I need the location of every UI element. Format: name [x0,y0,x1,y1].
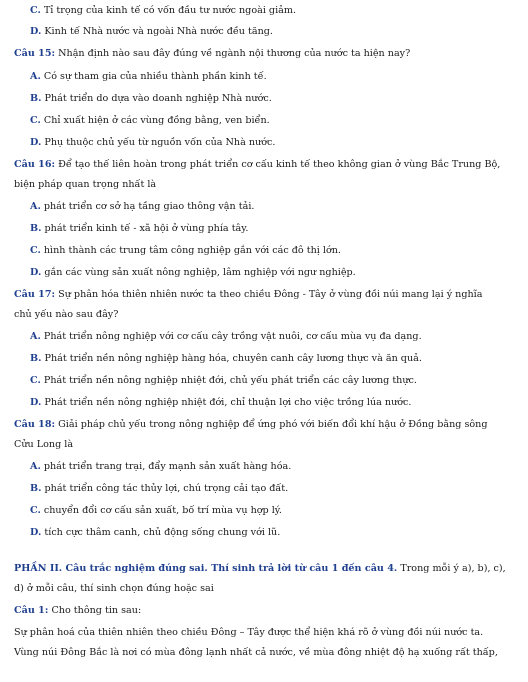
option-line [30,222,248,235]
continuation-text: chủ yếu nào sau đây? [14,309,119,320]
option-text: hình thành các trung tâm công nghiệp gắn với các đô thị lớn. [43,245,341,256]
option-label: B. [30,223,42,234]
continuation-text: Cửu Long là [14,439,74,450]
question-line [14,47,410,60]
question-continuation [14,308,118,321]
question-label: Câu 16: [14,159,56,170]
option-line [30,396,411,409]
question-line [14,418,487,431]
option-line [30,25,273,38]
question-line [14,288,482,301]
option-line [30,136,275,149]
question-text: Nhận định nào sau đây đúng về ngành nội thương của nước ta hiện nay? [58,48,411,59]
question-text: Cho thông tin sau: [51,605,142,616]
option-label: D. [30,267,42,278]
option-label: A. [30,201,41,212]
option-label: C. [30,505,41,516]
option-label: D. [30,397,42,408]
option-label: A. [30,71,41,82]
option-label: B. [30,483,42,494]
option-line [30,200,254,213]
option-line [30,244,341,257]
option-text: gắn các vùng sản xuất nông nghiệp, lâm nghiệp với ngư nghiệp. [44,267,356,278]
option-text: Phát triển nông nghiệp với cơ cấu cây trồng vật nuôi, cơ cấu mùa vụ đa dạng. [43,331,422,342]
question-line [14,158,500,171]
option-label: B. [30,93,42,104]
option-label: D. [30,26,42,37]
option-text: Phát triển do dựa vào doanh nghiệp Nhà nước. [44,93,272,104]
question-text: Để tạo thế liên hoàn trong phát triển cơ cấu kinh tế theo không gian ở vùng Bắc Trung Bộ, [58,159,501,170]
option-text: Kinh tế Nhà nước và ngoài Nhà nước đều tăng. [44,26,273,37]
continuation-text: biện pháp quan trọng nhất là [14,179,157,190]
option-text: Phát triển nền nông nghiệp nhiệt đới, chỉ thuận lợi cho việc trồng lúa nước. [44,397,412,408]
question-label: Câu 15: [14,48,56,59]
section-title: PHẦN II. Câu trắc nghiệm đúng sai. Thí sinh trả lời từ câu 1 đến câu 4. [14,563,398,574]
option-text: Tỉ trọng của kinh tế có vốn đầu tư nước ngoài giảm. [43,5,297,16]
option-text: phát triển trang trại, đẩy mạnh sản xuất hàng hóa. [43,461,292,472]
option-text: phát triển kinh tế - xã hội ở vùng phía tây. [44,223,249,234]
option-line [30,4,296,17]
body-text-line [14,626,483,639]
question-continuation [14,438,73,451]
continuation-text: d) ở mỗi câu, thí sinh chọn đúng hoặc sai [14,583,214,594]
option-text: phát triển công tác thủy lợi, chú trọng cải tạo đất. [44,483,289,494]
body-text: Vùng núi Đông Bắc là nơi có mùa đông lạnh nhất cả nước, về mùa đông nhiệt độ hạ xuống rất thấp, [14,647,498,658]
option-text: Chỉ xuất hiện ở các vùng đồng bằng, ven biển. [43,115,270,126]
option-line [30,460,291,473]
option-label: D. [30,527,42,538]
body-text-line [14,646,498,659]
option-text: Phụ thuộc chủ yếu từ nguồn vốn của Nhà nước. [44,137,276,148]
option-text: Có sự tham gia của nhiều thành phần kinh tế. [43,71,267,82]
question-text: Giải pháp chủ yếu trong nông nghiệp để ứng phó với biến đổi khí hậu ở Đồng bằng sông [58,419,488,430]
option-label: A. [30,461,41,472]
option-label: C. [30,115,41,126]
option-line [30,330,422,343]
question-label: Câu 18: [14,419,56,430]
option-text: Phát triển nền nông nghiệp nhiệt đới, chủ yếu phát triển các cây lương thực. [43,375,417,386]
option-line [30,92,272,105]
option-text: chuyển đổi cơ cấu sản xuất, bố trí mùa vụ hợp lý. [43,505,282,516]
option-label: B. [30,353,42,364]
option-label: C. [30,375,41,386]
option-text: phát triển cơ sở hạ tầng giao thông vận tải. [43,201,255,212]
option-line [30,482,288,495]
question-continuation [14,178,156,191]
option-line [30,266,356,279]
option-label: C. [30,245,41,256]
option-text: tích cực thâm canh, chủ động sống chung với lũ. [44,527,281,538]
option-line [30,352,422,365]
question-text: Sự phân hóa thiên nhiên nước ta theo chiều Đông - Tây ở vùng đồi núi mang lại ý nghĩa [58,289,483,300]
body-text: Sự phân hoá của thiên nhiên theo chiều Đông – Tây được thể hiện khá rõ ở vùng đồi núi nước ta. [14,627,484,638]
option-label: D. [30,137,42,148]
option-label: C. [30,5,41,16]
question-label: Câu 1: [14,605,49,616]
section-continuation [14,582,214,595]
option-line [30,504,282,517]
question-line [14,604,141,617]
option-label: A. [30,331,41,342]
option-line [30,70,267,83]
section-instruction: Trong mỗi ý a), b), c), [400,563,506,574]
option-text: Phát triển nền nông nghiệp hàng hóa, chuyên canh cây lương thực và ăn quả. [44,353,422,364]
option-line [30,374,417,387]
question-label: Câu 17: [14,289,56,300]
option-line [30,526,280,539]
section-heading [14,562,506,575]
option-line [30,114,270,127]
